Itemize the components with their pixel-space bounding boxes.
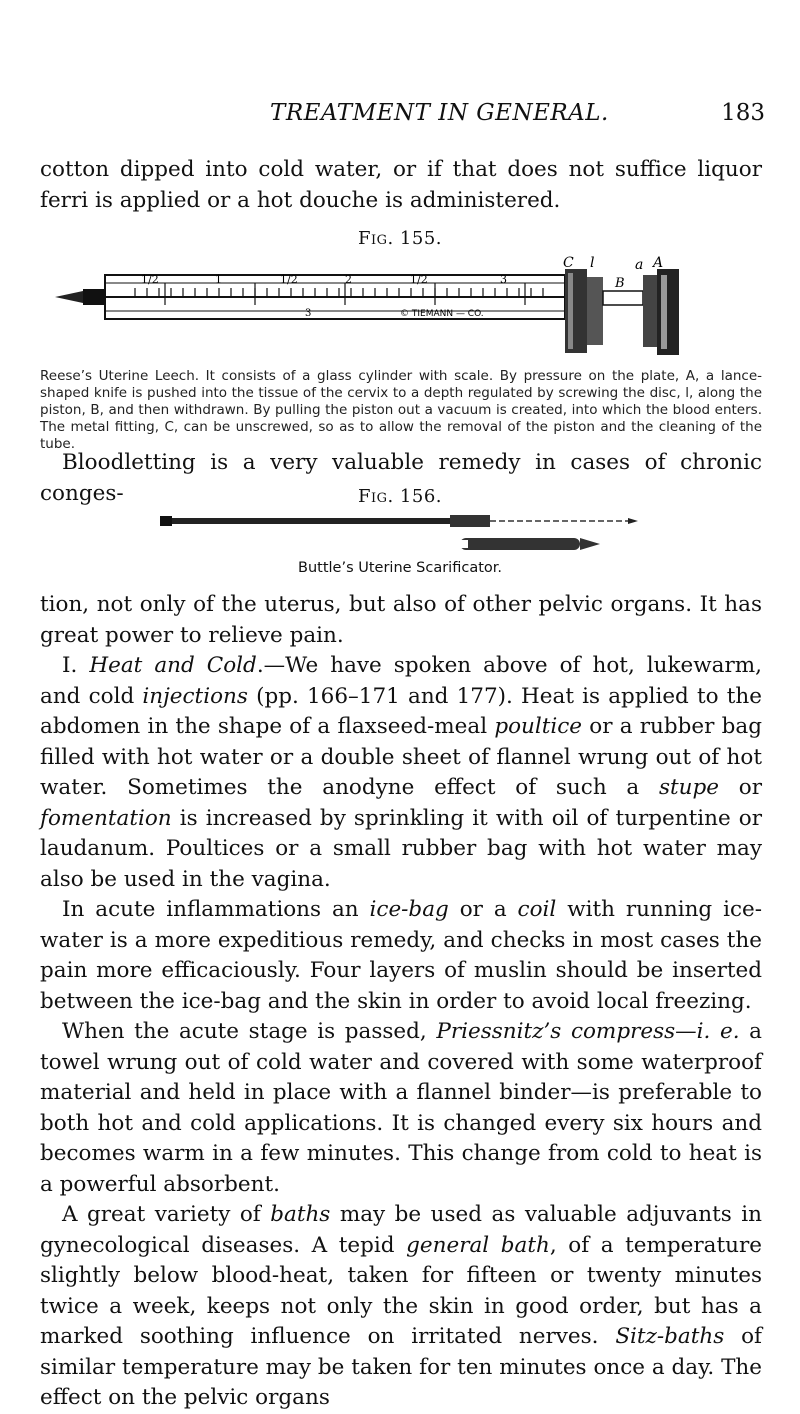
scale-mark-half-1: 1/2 bbox=[141, 273, 159, 286]
scarificator-collar bbox=[450, 515, 490, 527]
scale-mark-half-3: 1/2 bbox=[410, 273, 428, 286]
piston-b bbox=[603, 291, 643, 305]
scale-mark-2: 2 bbox=[345, 273, 352, 286]
top-paragraph bbox=[40, 155, 762, 216]
scale-mark-3: 3 bbox=[500, 273, 507, 286]
paragraph-heat-and-cold: I. Heat and Cold.—We have spoken above of hot, lukewarm, and cold injections (pp. 166–171 and 177). Heat is applied to the abdomen in the shape of a flaxseed-meal poultice or a rubber bag filled with hot water or a double sheet of flannel wrung out of hot water. Sometimes the anodyne effect of such a stupe or fomentation is increased by sprinkling it with oil of turpentine or laudanum. Poultices or a small rubber bag with hot water may also be used in the vagina. bbox=[40, 653, 762, 892]
scale-mark-half-2: 1/2 bbox=[280, 273, 298, 286]
leech-tip bbox=[55, 291, 83, 303]
label-c: C bbox=[563, 255, 574, 271]
paragraph-baths: A great variety of baths may be used as valuable adjuvants in gynecological diseases. A tepid general bath, of a temperature slightly below blood-heat, taken for fifteen or twenty minutes twice a week, keeps not only the skin in good order, but has a marked soothing influence on irritated nerves. Sitz-baths of similar temperature may be taken for ten minutes once a day. The effect on the pelvic organs bbox=[40, 1202, 762, 1410]
uterine-leech-illustration bbox=[55, 255, 695, 360]
maker-mark: © TIEMANN — CO. bbox=[400, 309, 484, 319]
uterine-scarificator-illustration bbox=[160, 512, 640, 557]
plate-a-ring bbox=[643, 275, 657, 347]
bloodletting-line: Bloodletting is a very valuable remedy in cases of chronic conges- bbox=[40, 450, 762, 506]
figure-156-caption: Buttle’s Uterine Scarificator. bbox=[298, 560, 502, 576]
paragraph-1: tion, not only of the uterus, but also of other pelvic organs. It has great power to relieve pain. bbox=[40, 592, 762, 648]
paragraph-ice-bag: In acute inflammations an ice-bag or a coil with running ice-water is a more expeditious remedy, and checks in most cases the pain more efficaciously. Four layers of muslin should be inserted between the ice-bag and the skin in order to avoid local freezing. bbox=[40, 897, 762, 1014]
label-a: a bbox=[635, 257, 644, 273]
label-l: l bbox=[590, 255, 595, 271]
page-number: 183 bbox=[721, 100, 765, 126]
figure-155-caption: Reese’s Uterine Leech. It consists of a glass cylinder with scale. By pressure on the plate, A, a lance-shaped knife is pushed into the tissue of the cervix to a depth regulated by screwing the disc, l, along the piston, B, and then withdrawn. By pulling the piston out a vacuum is created, into which the blood enters. The metal fitting, C, can be unscrewed, so as to allow the removal of the piston and the cleaning of the tube. bbox=[40, 368, 762, 452]
leech-nozzle bbox=[83, 289, 105, 305]
figure-155-label: Fig. 155. bbox=[357, 228, 443, 249]
page-header bbox=[40, 100, 765, 140]
scarificator-shaft bbox=[160, 518, 470, 524]
label-B: B bbox=[615, 276, 625, 291]
running-title: TREATMENT IN GENERAL. bbox=[270, 100, 609, 126]
scarificator-blade bbox=[460, 538, 580, 550]
scale-mark-1: 1 bbox=[215, 273, 222, 286]
paragraph-priessnitz: When the acute stage is passed, Priessnitz’s compress—i. e. a towel wrung out of cold water and covered with some waterproof material and held in place with a flannel binder—is preferable to both hot and cold applications. It is changed every six hours and becomes warm in a few minutes. This change from cold to heat is a powerful absorbent. bbox=[40, 1019, 762, 1197]
plate-a bbox=[657, 269, 679, 355]
main-body bbox=[40, 590, 762, 1414]
disc-l bbox=[587, 277, 603, 345]
label-A: A bbox=[653, 255, 664, 271]
top-text: cotton dipped into cold water, or if that does not suffice liquor ferri is applied or a hot douche is administered. bbox=[40, 157, 762, 213]
figure-156-label: Fig. 156. bbox=[357, 486, 443, 507]
scale-mark-3b: 3 bbox=[305, 308, 312, 319]
